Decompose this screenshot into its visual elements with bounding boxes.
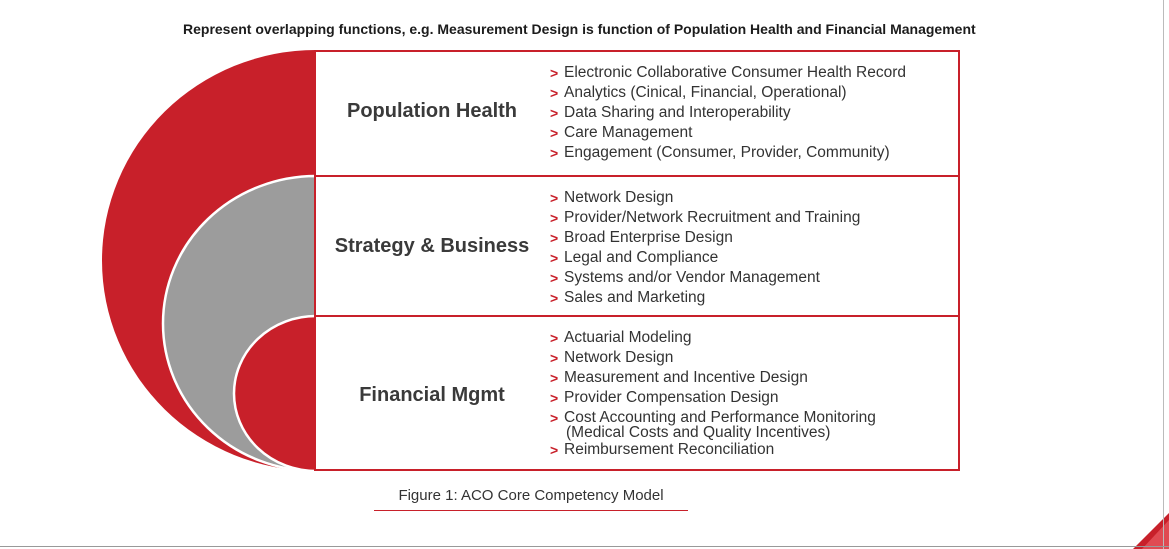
competency-table	[314, 50, 960, 471]
diagram-header: Represent overlapping functions, e.g. Measurement Design is function of Population Health and Financial Management	[183, 21, 976, 37]
list-item: > Care Management	[550, 124, 693, 141]
list-item: > Analytics (Cinical, Financial, Operational)	[550, 84, 847, 101]
chevron-right-icon: >	[550, 270, 559, 286]
chevron-right-icon: >	[550, 85, 559, 101]
chevron-right-icon: >	[550, 442, 559, 458]
list-item: > Data Sharing and Interoperability	[550, 104, 791, 121]
chevron-right-icon: >	[550, 370, 559, 386]
list-item: > Engagement (Consumer, Provider, Community)	[550, 144, 890, 161]
chevron-right-icon: >	[550, 390, 559, 406]
chevron-right-icon: >	[550, 230, 559, 246]
chevron-right-icon: >	[550, 250, 559, 266]
bottom-divider	[0, 546, 1169, 547]
chevron-right-icon: >	[550, 125, 559, 141]
list-item: > Sales and Marketing	[550, 289, 706, 306]
list-item: > Legal and Compliance	[550, 249, 719, 266]
list-item: > Provider/Network Recruitment and Training	[550, 209, 861, 226]
page-edge-divider	[1163, 0, 1164, 549]
list-item: > Network Design	[550, 189, 674, 206]
list-item: > Provider Compensation Design	[550, 389, 779, 406]
list-item: > Actuarial Modeling	[550, 329, 692, 346]
list-item: > Reimbursement Reconciliation	[550, 441, 775, 458]
list-item: > Electronic Collaborative Consumer Health Record	[550, 64, 907, 81]
item-list	[550, 328, 876, 460]
chevron-right-icon: >	[550, 350, 559, 366]
list-item: > Broad Enterprise Design	[550, 229, 733, 246]
list-item: > Measurement and Incentive Design	[550, 369, 808, 386]
chevron-right-icon: >	[550, 330, 559, 346]
chevron-right-icon: >	[550, 290, 559, 306]
chevron-right-icon: >	[550, 410, 559, 426]
item-list	[550, 188, 860, 308]
chevron-right-icon: >	[550, 210, 559, 226]
chevron-right-icon: >	[550, 190, 559, 206]
chevron-right-icon: >	[550, 145, 559, 161]
row-label: Population Health	[347, 100, 517, 122]
list-item: > Network Design	[550, 349, 674, 366]
list-item: > Systems and/or Vendor Management	[550, 269, 820, 286]
item-list	[550, 63, 906, 163]
list-item: > Cost Accounting and Performance Monitoring (Medical Costs and Quality Incentives)	[550, 409, 876, 441]
row-label: Strategy & Business	[334, 235, 530, 257]
figure-caption: Figure 1: ACO Core Competency Model	[374, 487, 688, 511]
row-strategy-business	[316, 175, 958, 316]
chevron-right-icon: >	[550, 65, 559, 81]
list-item-subtext: (Medical Costs and Quality Incentives)	[566, 424, 831, 441]
row-financial-mgmt	[316, 315, 958, 469]
chevron-right-icon: >	[550, 105, 559, 121]
row-label: Financial Mgmt	[359, 384, 505, 406]
row-population-health	[316, 52, 958, 176]
